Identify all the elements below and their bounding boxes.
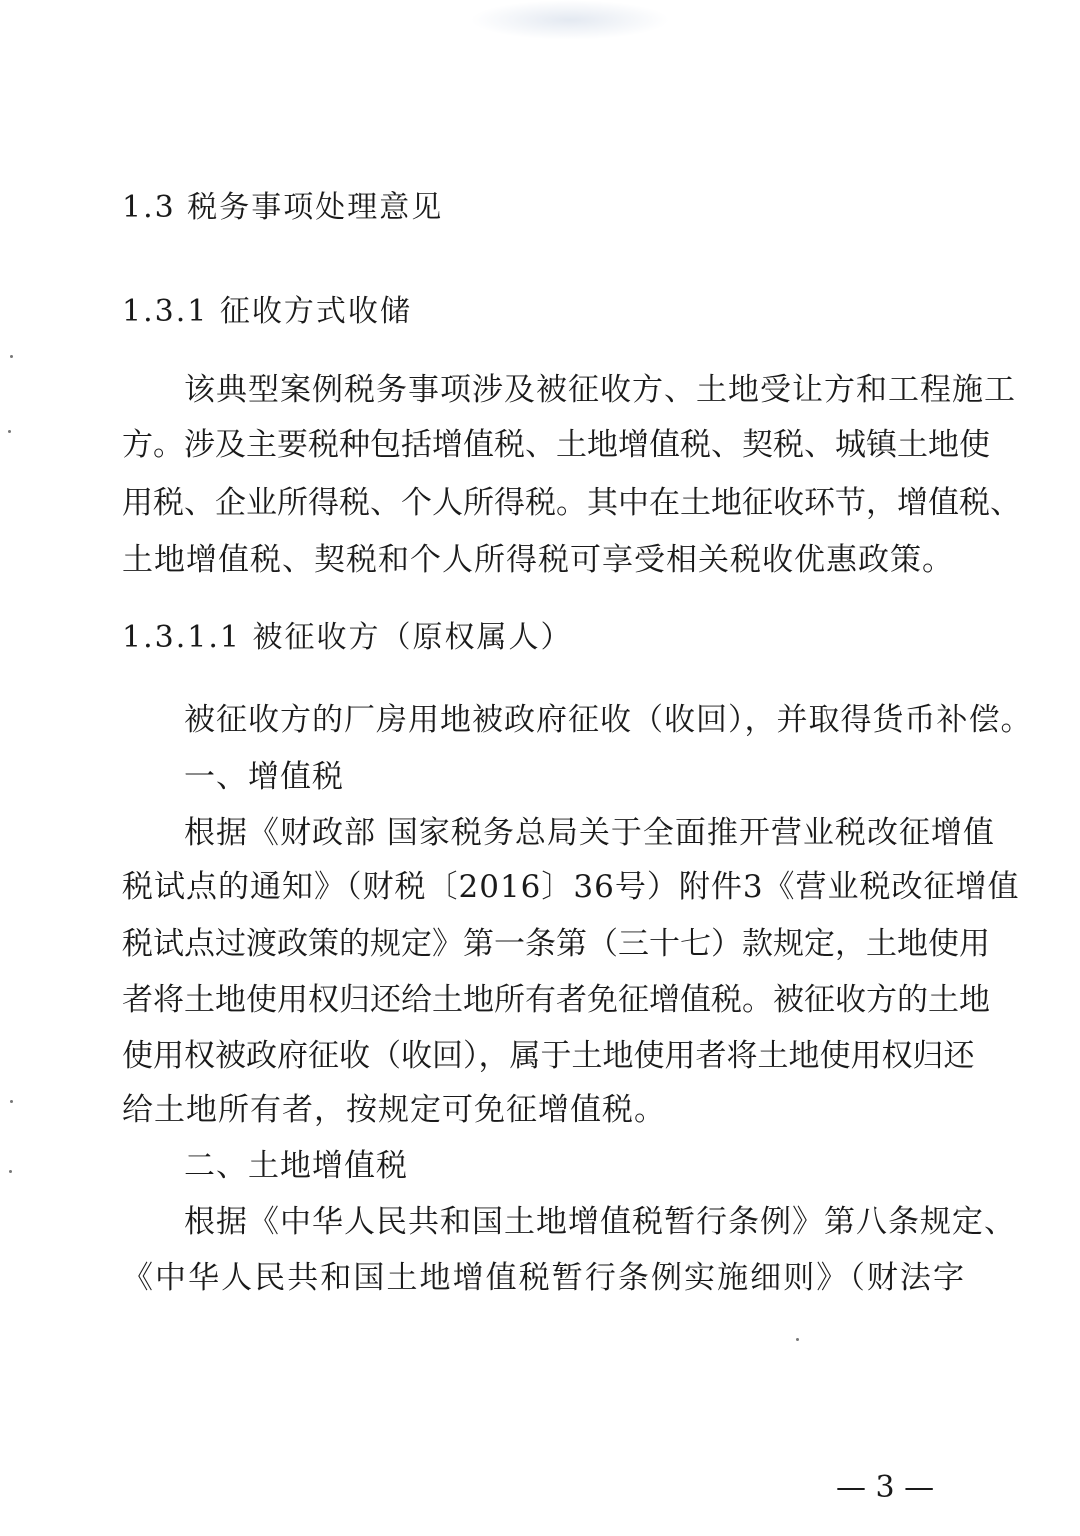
scan-speck: [8, 430, 11, 433]
paragraph-line: 给土地所有者，按规定可免征增值税。: [122, 1092, 666, 1128]
scan-speck: [796, 1338, 799, 1341]
paragraph-line: 该典型案例税务事项涉及被征收方、土地受让方和工程施工: [184, 372, 1016, 408]
scan-speck: [10, 1100, 13, 1103]
paragraph-line: 税试点过渡政策的规定》第一条第（三十七）款规定，土地使用: [122, 926, 990, 962]
paragraph-line: 税试点的通知》（财税〔2016〕36号）附件3《营业税改征增值: [122, 869, 1020, 905]
heading-1-3-1: 1.3.1 征收方式收储: [122, 294, 412, 329]
paragraph-line: 方。涉及主要税种包括增值税、土地增值税、契税、城镇土地使: [122, 427, 990, 463]
scan-speck: [10, 355, 13, 358]
paragraph-line: 根据《财政部 国家税务总局关于全面推开营业税改征增值: [184, 815, 995, 851]
scan-speck: [9, 1170, 12, 1173]
page-number: — 3 —: [836, 1470, 935, 1505]
paragraph-line: 用税、企业所得税、个人所得税。其中在土地征收环节，增值税、: [122, 485, 1021, 521]
paragraph-expropriated: 被征收方的厂房用地被政府征收（收回），并取得货币补偿。: [184, 702, 1033, 738]
heading-1-3-1-1: 1.3.1.1 被征收方（原权属人）: [122, 620, 573, 655]
heading-1-3: 1.3 税务事项处理意见: [122, 190, 444, 225]
paragraph-line: 使用权被政府征收（收回），属于土地使用者将土地使用权归还: [122, 1038, 975, 1074]
section-title-land-appreciation-tax: 二、土地增值税: [184, 1148, 408, 1184]
paragraph-line: 根据《中华人民共和国土地增值税暂行条例》第八条规定、: [184, 1204, 1016, 1240]
paragraph-line: 土地增值税、契税和个人所得税可享受相关税收优惠政策。: [122, 542, 954, 578]
scan-shadow: [470, 0, 670, 40]
paragraph-line: 者将土地使用权归还给土地所有者免征增值税。被征收方的土地: [122, 982, 990, 1018]
paragraph-line: 《中华人民共和国土地增值税暂行条例实施细则》（财法字: [122, 1260, 964, 1296]
section-title-vat: 一、增值税: [184, 759, 344, 795]
